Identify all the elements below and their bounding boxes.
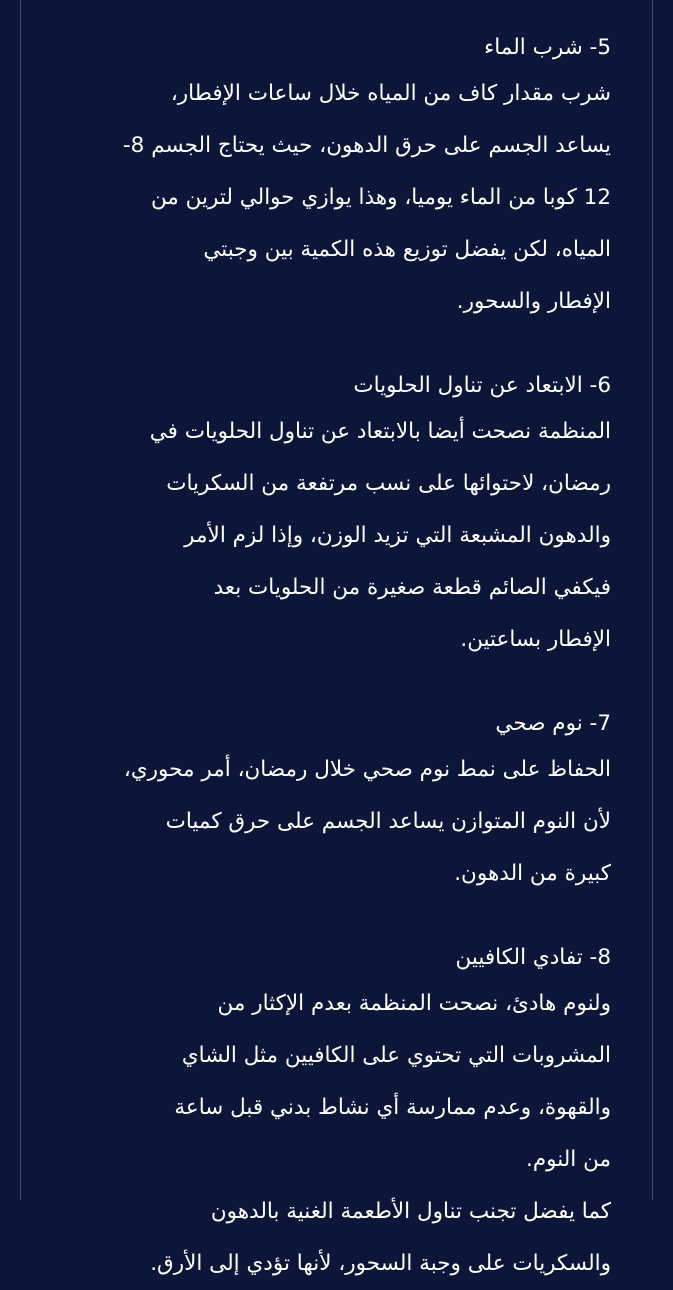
section-avoid-caffeine [62,938,611,1290]
body-line: المياه، لكن يفضل توزيع هذه الكمية بين وجبتي [203,237,611,262]
section-body [62,978,611,1290]
body-line: والقهوة، وعدم ممارسة أي نشاط بدني قبل ساعة [174,1095,611,1120]
section-heading: 7- نوم صحي [495,711,611,736]
section-body [62,68,611,328]
body-line: لأن النوم المتوازن يساعد الجسم على حرق كميات [165,809,611,834]
body-line: والسكريات على وجبة السحور، لأنها تؤدي إلى الأرق. [150,1251,611,1276]
body-line: كبيرة من الدهون. [454,861,611,886]
section-body [62,406,611,666]
body-line: المشروبات التي تحتوي على الكافيين مثل الشاي [181,1043,611,1068]
body-line: فيكفي الصائم قطعة صغيرة من الحلويات بعد [213,575,611,600]
body-line: الحفاظ على نمط نوم صحي خلال رمضان، أمر محوري، [123,757,611,782]
body-line: كما يفضل تجنب تناول الأطعمة الغنية بالدهون [210,1199,611,1224]
body-line: من النوم. [526,1147,611,1172]
section-avoid-sweets [62,366,611,666]
section-heading: 8- تفادي الكافيين [455,945,611,970]
body-line: الإفطار والسحور. [456,289,611,314]
body-line: يساعد الجسم على حرق الدهون، حيث يحتاج الجسم 8- [122,133,611,158]
body-line: الإفطار بساعتين. [460,627,611,652]
article-content [62,28,611,1290]
body-line: 12 كوبا من الماء يوميا، وهذا يوازي حوالي لترين من [150,185,611,210]
section-heading: 6- الابتعاد عن تناول الحلويات [353,373,611,398]
section-drink-water [62,28,611,328]
section-heading: 5- شرب الماء [484,35,611,60]
body-line: شرب مقدار كاف من المياه خلال ساعات الإفطار، [170,81,611,106]
body-line: المنظمة نصحت أيضا بالابتعاد عن تناول الحلويات في [149,419,611,444]
section-body [62,744,611,900]
section-healthy-sleep [62,704,611,900]
body-line: ولنوم هادئ، نصحت المنظمة بعدم الإكثار من [217,991,611,1016]
body-line: والدهون المشبعة التي تزيد الوزن، وإذا لزم الأمر [184,523,611,548]
body-line: رمضان، لاحتوائها على نسب مرتفعة من السكريات [166,471,611,496]
